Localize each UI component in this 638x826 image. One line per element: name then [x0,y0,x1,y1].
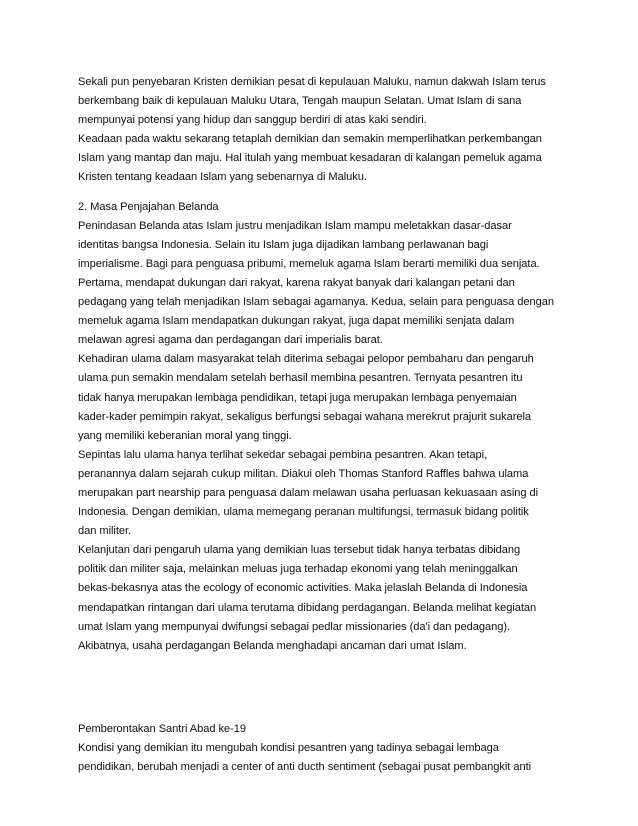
text-line: bekas-bekasnya atas the ecology of economic activities. Maka jelaslah Belanda di Indonesia [78,582,528,595]
text-line: mendapatkan rintangan dari ulama terutama dibidang perdagangan. Belanda melihat kegiatan [78,601,537,614]
text-line: identitas bangsa Indonesia. Selain itu Islam juga dijadikan lambang perlawanan bagi [78,238,489,251]
text-line: yang memiliki keberanian moral yang tinggi. [78,429,292,442]
text-line: peranannya dalam sejarah cukup militan. Diakui oleh Thomas Stanford Raffles bahwa ulama [78,467,529,480]
text-line: Kehadiran ulama dalam masyarakat telah diterima sebagai pelopor pembaharu dan pengaruh [78,353,534,366]
text-line: politik dan militer saja, melainkan meluas juga terhadap ekonomi yang telah meninggalkan [78,563,518,576]
text-line: pedagang yang telah menjadikan Islam sebagai agamanya. Kedua, selain para penguasa dengan [78,296,555,309]
text-line: mempunyai potensi yang hidup dan sanggup berdiri di atas kaki sendiri. [78,114,427,127]
text-line: berkembang baik di kepulauan Maluku Utara, Tengah maupun Selatan. Umat Islam di sana [78,95,522,108]
text-line: Islam yang mantap dan maju. Hal itulah yang membuat kesadaran di kalangan pemeluk agama [78,152,542,165]
text-line: umat Islam yang mempunyai dwifungsi sebagai pedlar missionaries (da'i dan pedagang). [78,620,511,633]
text-line: pendidikan, berubah menjadi a center of anti ducth sentiment (sebagai pusat pembangkit anti [78,761,532,773]
text-line: imperialisme. Bagi para penguasa pribumi, memeluk agama Islam berarti memiliki dua senjata. [78,257,540,270]
text-line: Akibatnya, usaha perdagangan Belanda menghadapi ancaman dari umat Islam. [78,639,467,652]
text-line: Sekali pun penyebaran Kristen demikian pesat di kepulauan Maluku, namun dakwah Islam terus [78,76,546,88]
document-body [78,73,570,777]
paragraph-gap [78,188,570,198]
text-line: merupakan part nearship para penguasa dalam melawan usaha perluasan kekuasaan asing di [78,486,539,499]
text-line: Kondisi yang demikian itu mengubah kondisi pesantren yang tadinya sebagai lembaga [78,741,499,754]
text-line: Kristen tentang keadaan Islam yang sebenarnya di Maluku. [78,171,367,184]
text-line: Kelanjutan dari pengaruh ulama yang demikian luas tersebut tidak hanya terbatas dibidang [78,544,521,557]
text-line: tidak hanya merupakan lembaga pendidikan, tetapi juga merupakan lembaga penyemaian [78,391,517,404]
text-line: memeluk agama Islam mendapatkan dukungan rakyat, juga dapat memiliki senjata dalam [78,315,515,328]
text-line: Pertama, mendapat dukungan dari rakyat, karena rakyat banyak dari kalangan petani dan [78,276,515,289]
section-heading: 2. Masa Penjajahan Belanda [78,200,219,213]
section-gap [78,656,570,720]
section-heading: Pemberontakan Santri Abad ke-19 [78,722,247,735]
text-line: Penindasan Belanda atas Islam justru menjadikan Islam mampu meletakkan dasar-dasar [78,219,512,232]
text-line: Keadaan pada waktu sekarang tetaplah demikian dan semakin memperlihatkan perkembangan [78,133,542,146]
text-line: Indonesia. Dengan demikian, ulama memegang peranan multifungsi, termasuk bidang politik [78,506,529,519]
text-line: dan militer. [78,525,132,538]
text-line: melawan agresi agama dan perdagangan dari imperialis barat. [78,334,383,347]
text-line: Sepintas lalu ulama hanya terlihat sekedar sebagai pembina pesantren. Akan tetapi, [78,448,488,461]
text-line: kader-kader pemimpin rakyat, sekaligus berfungsi sebagai wahana merekrut prajurit sukarela [78,410,532,423]
text-line: ulama pun semakin mendalam setelah berhasil membina pesantren. Ternyata pesantren itu [78,372,523,385]
